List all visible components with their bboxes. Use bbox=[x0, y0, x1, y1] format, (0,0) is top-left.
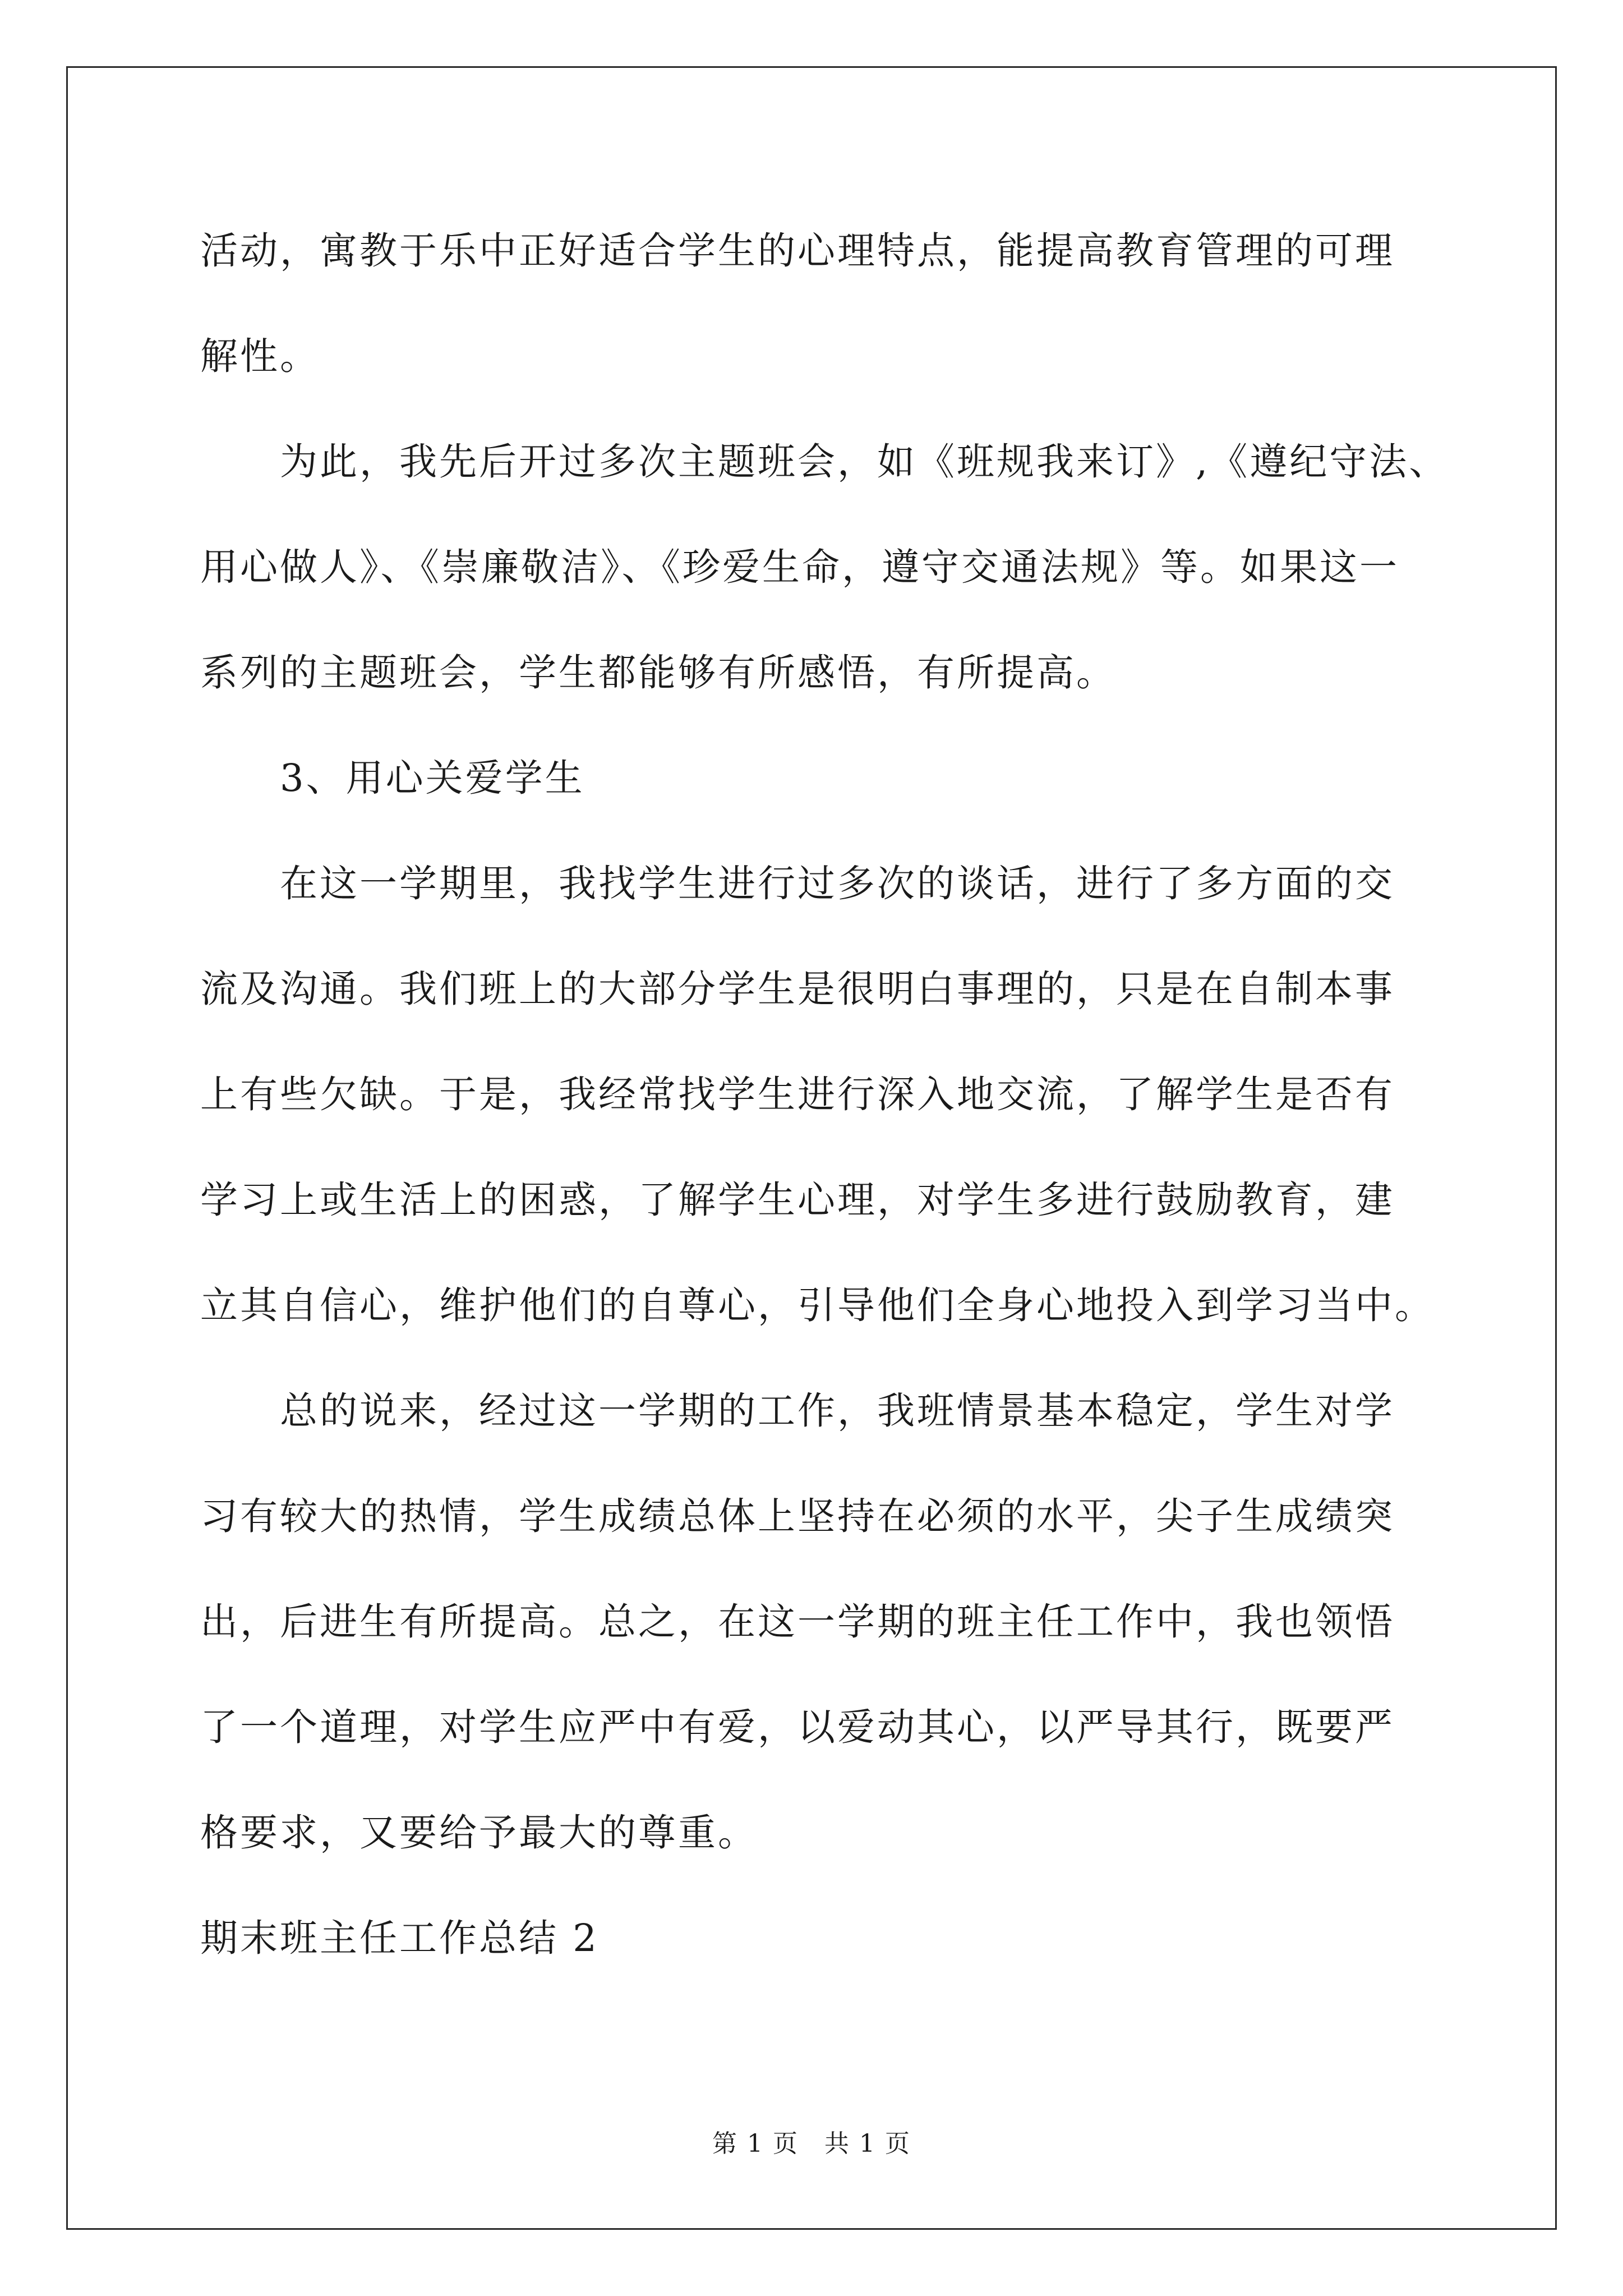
body-line-7: 在这一学期里，我找学生进行过多次的谈话，进行了多方面的交 bbox=[280, 862, 1395, 905]
body-line-13: 习有较大的热情，学生成绩总体上坚持在必须的水平，尖子生成绩突 bbox=[200, 1494, 1395, 1538]
body-line-8: 流及沟通。我们班上的大部分学生是很明白事理的，只是在自制本事 bbox=[200, 967, 1395, 1011]
body-line-2: 解性。 bbox=[200, 334, 320, 378]
body-line-5: 系列的主题班会，学生都能够有所感悟，有所提高。 bbox=[200, 651, 1116, 694]
body-line-3: 为此，我先后开过多次主题班会，如《班规我来订》,《遵纪守法、 bbox=[280, 440, 1449, 484]
section-heading: 3、用心关爱学生 bbox=[280, 756, 585, 800]
body-line-14: 出，后进生有所提高。总之，在这一学期的班主任工作中，我也领悟 bbox=[200, 1600, 1395, 1644]
page-number: 第 1 页 共 1 页 bbox=[712, 2129, 911, 2158]
body-line-10: 学习上或生活上的困惑，了解学生心理，对学生多进行鼓励教育，建 bbox=[200, 1178, 1395, 1222]
page-border bbox=[66, 66, 1557, 2230]
body-line-12: 总的说来，经过这一学期的工作，我班情景基本稳定，学生对学 bbox=[280, 1389, 1395, 1433]
body-line-11: 立其自信心，维护他们的自尊心，引导他们全身心地投入到学习当中。 bbox=[200, 1283, 1435, 1327]
section-title: 期末班主任工作总结 2 bbox=[200, 1916, 599, 1960]
body-line-1: 活动，寓教于乐中正好适合学生的心理特点，能提高教育管理的可理 bbox=[200, 229, 1395, 273]
body-line-9: 上有些欠缺。于是，我经常找学生进行深入地交流，了解学生是否有 bbox=[200, 1073, 1395, 1116]
body-line-16: 格要求，又要给予最大的尊重。 bbox=[200, 1811, 758, 1855]
body-line-15: 了一个道理，对学生应严中有爱，以爱动其心，以严导其行，既要严 bbox=[200, 1705, 1395, 1749]
body-line-4: 用心做人》、《崇廉敬洁》、《珍爱生命，遵守交通法规》等。如果这一 bbox=[200, 545, 1399, 589]
